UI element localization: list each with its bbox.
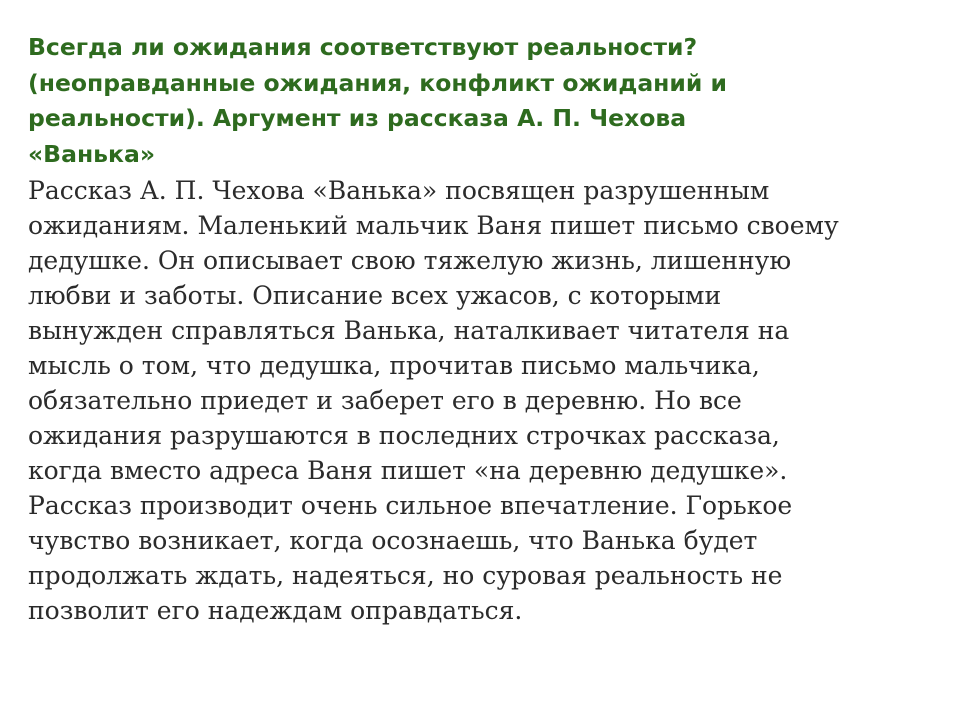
body-line: обязательно приедет и заберет его в деревню. Но все [28, 386, 742, 415]
body-line: чувство возникает, когда осознаешь, что Ванька будет [28, 526, 758, 555]
body-line: Рассказ А. П. Чехова «Ванька» посвящен разрушенным [28, 176, 770, 205]
body-line: вынужден справляться Ванька, наталкивает читателя на [28, 316, 790, 345]
heading-line: Всегда ли ожидания соответствуют реальности? [28, 33, 698, 61]
slide-body-text [28, 173, 928, 628]
heading-line: «Ванька» [28, 139, 156, 168]
slide-heading [28, 30, 928, 172]
body-line: продолжать ждать, надеяться, но суровая реальность не [28, 561, 783, 590]
body-line: когда вместо адреса Ваня пишет «на деревню дедушке». [28, 456, 788, 485]
heading-line: (неоправданные ожидания, конфликт ожиданий и [28, 68, 727, 97]
slide-content [28, 30, 928, 628]
body-line: любви и заботы. Описание всех ужасов, с которыми [28, 281, 722, 310]
heading-line: реальности). Аргумент из рассказа А. П. Чехова [28, 104, 687, 132]
body-line: мысль о том, что дедушка, прочитав письмо мальчика, [28, 351, 760, 380]
body-line: ожидания разрушаются в последних строчках рассказа, [28, 421, 780, 450]
body-line: дедушке. Он описывает свою тяжелую жизнь, лишенную [28, 246, 792, 275]
body-line: позволит его надеждам оправдаться. [28, 596, 523, 625]
body-line: Рассказ производит очень сильное впечатление. Горькое [28, 491, 793, 520]
body-line: ожиданиям. Маленький мальчик Ваня пишет письмо своему [28, 211, 839, 240]
